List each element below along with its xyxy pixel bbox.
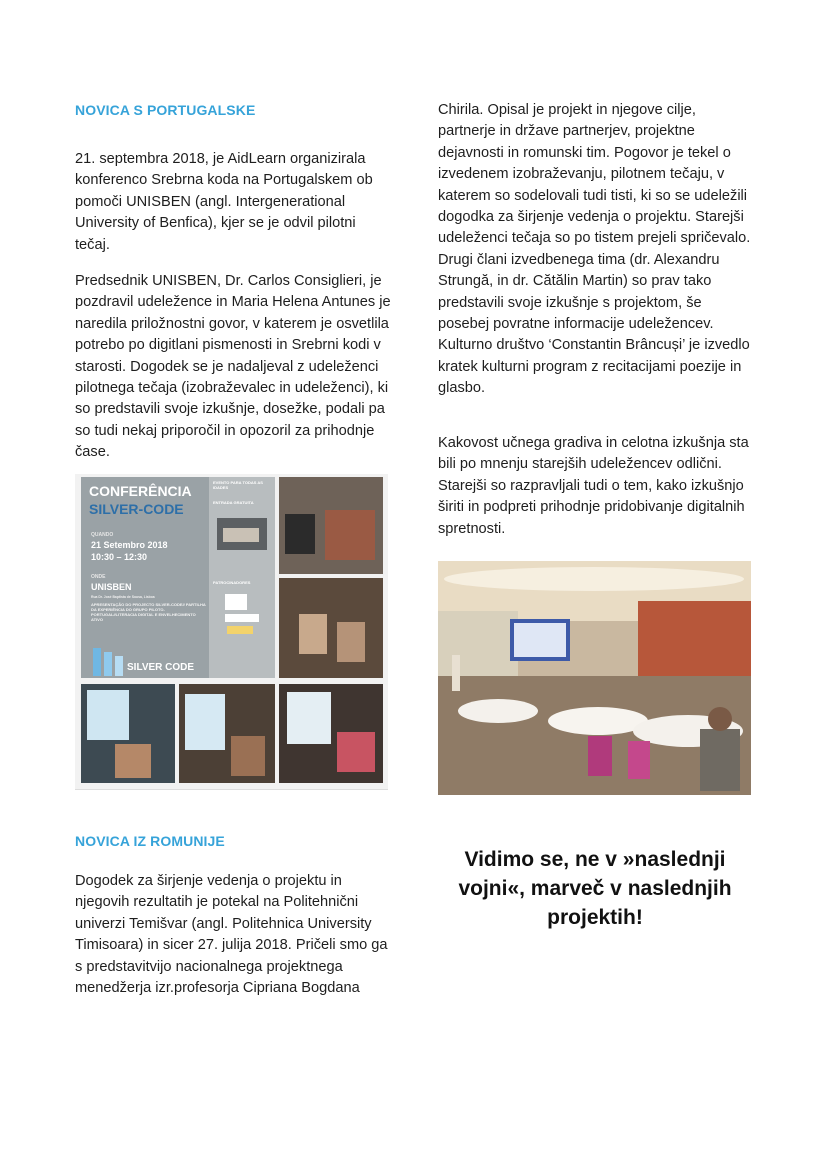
poster-evento: EVENTO PARA TODAS AS IDADES xyxy=(213,480,263,490)
conference-hall-photo xyxy=(438,561,751,795)
poster-entrada: ENTRADA GRATUITA xyxy=(213,500,254,505)
poster-venue: UNISBEN xyxy=(91,582,132,592)
paragraph-romania-3: Kakovost učnega gradiva in celotna izkušnja sta bili po mnenju starejših udeležencev odlični. Starejši so razpravljali tudi o tem, kako izkušnjo širiti in podpreti prihodnje pridobivanje digitalnih spretnosti. xyxy=(438,435,749,537)
hall-image xyxy=(438,561,751,795)
closing-message: Vidimo se, ne v »naslednji vojni«, marveč v naslednjih projektih! xyxy=(458,848,732,929)
paragraph-portugal-1: 21. septembra 2018, je AidLearn organizirala konferenco Srebrna koda na Portugalskem ob pomoči UNISBEN (angl. Intergenerational University of Benfica), kjer se je odvil pilotni tečaj. xyxy=(75,151,373,253)
poster-logo: SILVER CODE xyxy=(127,662,195,673)
paragraph-portugal-2: Predsednik UNISBEN, Dr. Carlos Consiglieri, je pozdravil udeležence in Maria Helena Antunes je naredila priložnostni govor, v katerem je osvetlila potrebo po digitlani pismenosti in Srebrni kodi v starosti. Dogodek se je nadaljeval z udeleženci pilotnega tečaja (izobraževalec in udeleženci), ki so predstavili svoje izkušnje, dosežke, podali pa so tudi nekaj priporočil in opozoril za prihodnje čase. xyxy=(75,273,391,461)
poster-quando: QUANDO xyxy=(91,532,114,538)
paragraph-romania-2: Chirila. Opisal je projekt in njegove cilje, partnerje in države partnerjev, projektne dejavnosti in romunski tim. Pogovor je tekel o izvedenem izobraževanju, pilotnem tečaju, v katerem so sodelovali tudi tisti, ki so se udeležili dogodka za širjenje vedenja o projektu. Starejši udeleženci tečaja so po tistem prejeli spričevalo. Drugi člani izvedbenega tima (dr. Alexandru Strungă, in dr. Cătălin Martin) so prav tako predstavili svoje izkušnje s projektom, še posebej povratne informacije udeležencev. Kulturno društvo ‘Constantin Brâncuși’ je izvedlo kratek kulturni program z recitacijami poezije in glasbo. xyxy=(438,102,751,397)
paragraph-romania-1: Dogodek za širjenje vedenja o projektu in njegovih rezultatih je potekal na Politehnični univerzi Temišvar (angl. Politehnica University Timisoara) in sicer 27. julija 2018. Pričeli smo ga s predstavitvijo nacionalnega projektnega menedžerja izr.profesorja Cipriana Bogdana xyxy=(75,873,388,997)
poster-time: 10:30 – 12:30 xyxy=(91,552,148,562)
poster-date: 21 Setembro 2018 xyxy=(91,540,168,550)
photo-collage xyxy=(75,474,388,790)
poster-title-2: SILVER-CODE xyxy=(89,501,184,517)
poster-title-1: CONFERÊNCIA xyxy=(89,483,192,499)
poster-description: APRESENTAÇÃO DO PROJECTO SILVER-CODE// PARTILHA DA EXPERIÊNCIA DO GRUPO PILOTO-PORTUGAL//LITERACIA DIGITAL E ENVELHECIMENTO ATIVO xyxy=(91,602,206,622)
photo-classroom-2 xyxy=(279,578,383,678)
poster-patrocinadores: PATROCINADORES xyxy=(213,580,251,585)
heading-portugal: NOVICA S PORTUGALSKE xyxy=(75,102,256,118)
poster-address: Rua Dr. José Baptista de Sousa, Lisboa xyxy=(91,595,155,599)
heading-romania: NOVICA IZ ROMUNIJE xyxy=(75,833,225,849)
collage-image xyxy=(75,474,388,789)
conference-poster xyxy=(81,477,275,678)
poster-onde: ONDE xyxy=(91,574,106,580)
